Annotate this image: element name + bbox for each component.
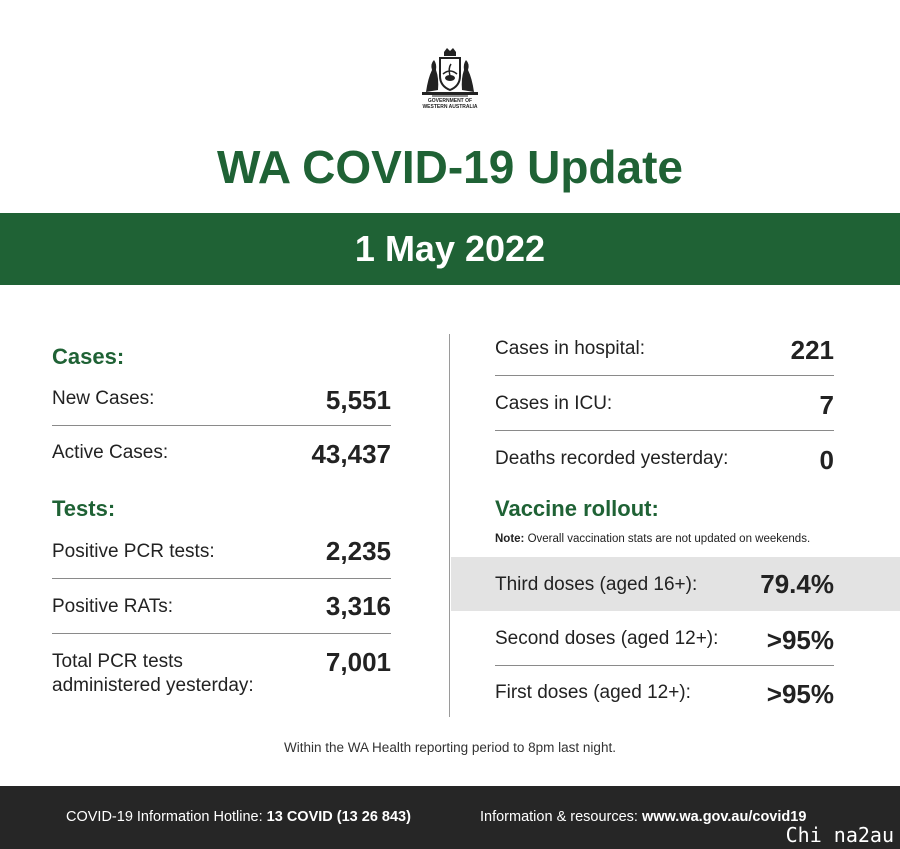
new-cases-value: 5,551: [325, 385, 391, 415]
page-title: WA COVID-19 Update: [216, 141, 684, 193]
deaths-value: 0: [819, 445, 834, 475]
third-doses-row: [495, 557, 834, 611]
first-doses-row: [495, 665, 834, 719]
positive-pcr-value: 2,235: [325, 536, 391, 566]
icu-row: [495, 376, 834, 431]
second-doses-row: [495, 611, 834, 666]
total-pcr-value: 7,001: [325, 647, 391, 677]
icu-label: Cases in ICU:: [495, 393, 613, 414]
positive-pcr-label: Positive PCR tests:: [52, 541, 215, 562]
crest-line2: WESTERN AUSTRALIA: [422, 104, 478, 110]
active-cases-label: Active Cases:: [52, 442, 169, 463]
positive-pcr-row: [52, 524, 391, 579]
vaccine-heading: Vaccine rollout:: [495, 496, 659, 521]
positive-rats-label: Positive RATs:: [52, 596, 174, 617]
hotline-info: [66, 809, 411, 825]
new-cases-row: [52, 371, 391, 426]
watermark: Chi na2au: [785, 823, 894, 847]
resources-info: [480, 809, 806, 825]
third-doses-label: Third doses (aged 16+):: [495, 574, 698, 595]
footer-bar: [0, 786, 900, 849]
total-pcr-label-line2: administered yesterday:: [52, 675, 254, 696]
hospital-value: 221: [790, 335, 834, 365]
active-cases-row: [52, 425, 391, 479]
hospital-row: [495, 321, 834, 376]
second-doses-value: >95%: [766, 625, 834, 655]
note-bold: Note:: [495, 533, 525, 545]
first-doses-value: >95%: [766, 679, 834, 709]
hospital-label: Cases in hospital:: [495, 338, 645, 359]
positive-rats-value: 3,316: [325, 591, 391, 621]
resources-label: Information & resources:: [480, 809, 642, 825]
total-pcr-label-line1: Total PCR tests: [52, 651, 183, 672]
column-divider: [449, 334, 450, 717]
government-crest-logo: [415, 48, 485, 116]
date-banner: 1 May 2022: [0, 213, 900, 285]
new-cases-label: New Cases:: [52, 388, 155, 409]
second-doses-label: Second doses (aged 12+):: [495, 628, 719, 649]
tests-heading: Tests:: [52, 496, 116, 521]
deaths-label: Deaths recorded yesterday:: [495, 448, 729, 469]
first-doses-label: First doses (aged 12+):: [495, 682, 691, 703]
third-doses-value: 79.4%: [760, 569, 834, 599]
note-text: Overall vaccination stats are not updated on weekends.: [524, 533, 811, 545]
cases-heading: Cases:: [52, 344, 125, 369]
crest-line1: GOVERNMENT OF: [427, 98, 473, 104]
hotline-label: COVID-19 Information Hotline:: [66, 809, 267, 825]
total-pcr-row: [52, 634, 391, 704]
active-cases-value: 43,437: [311, 439, 391, 469]
deaths-row: [495, 431, 834, 485]
reporting-period-note: Within the WA Health reporting period to 8pm last night.: [284, 740, 616, 755]
icu-value: 7: [819, 390, 834, 420]
positive-rats-row: [52, 579, 391, 634]
resources-link[interactable]: www.wa.gov.au/covid19: [642, 809, 807, 825]
crest-icon: [418, 48, 482, 98]
vaccination-note: [495, 533, 810, 545]
hotline-number: 13 COVID (13 26 843): [266, 809, 411, 825]
